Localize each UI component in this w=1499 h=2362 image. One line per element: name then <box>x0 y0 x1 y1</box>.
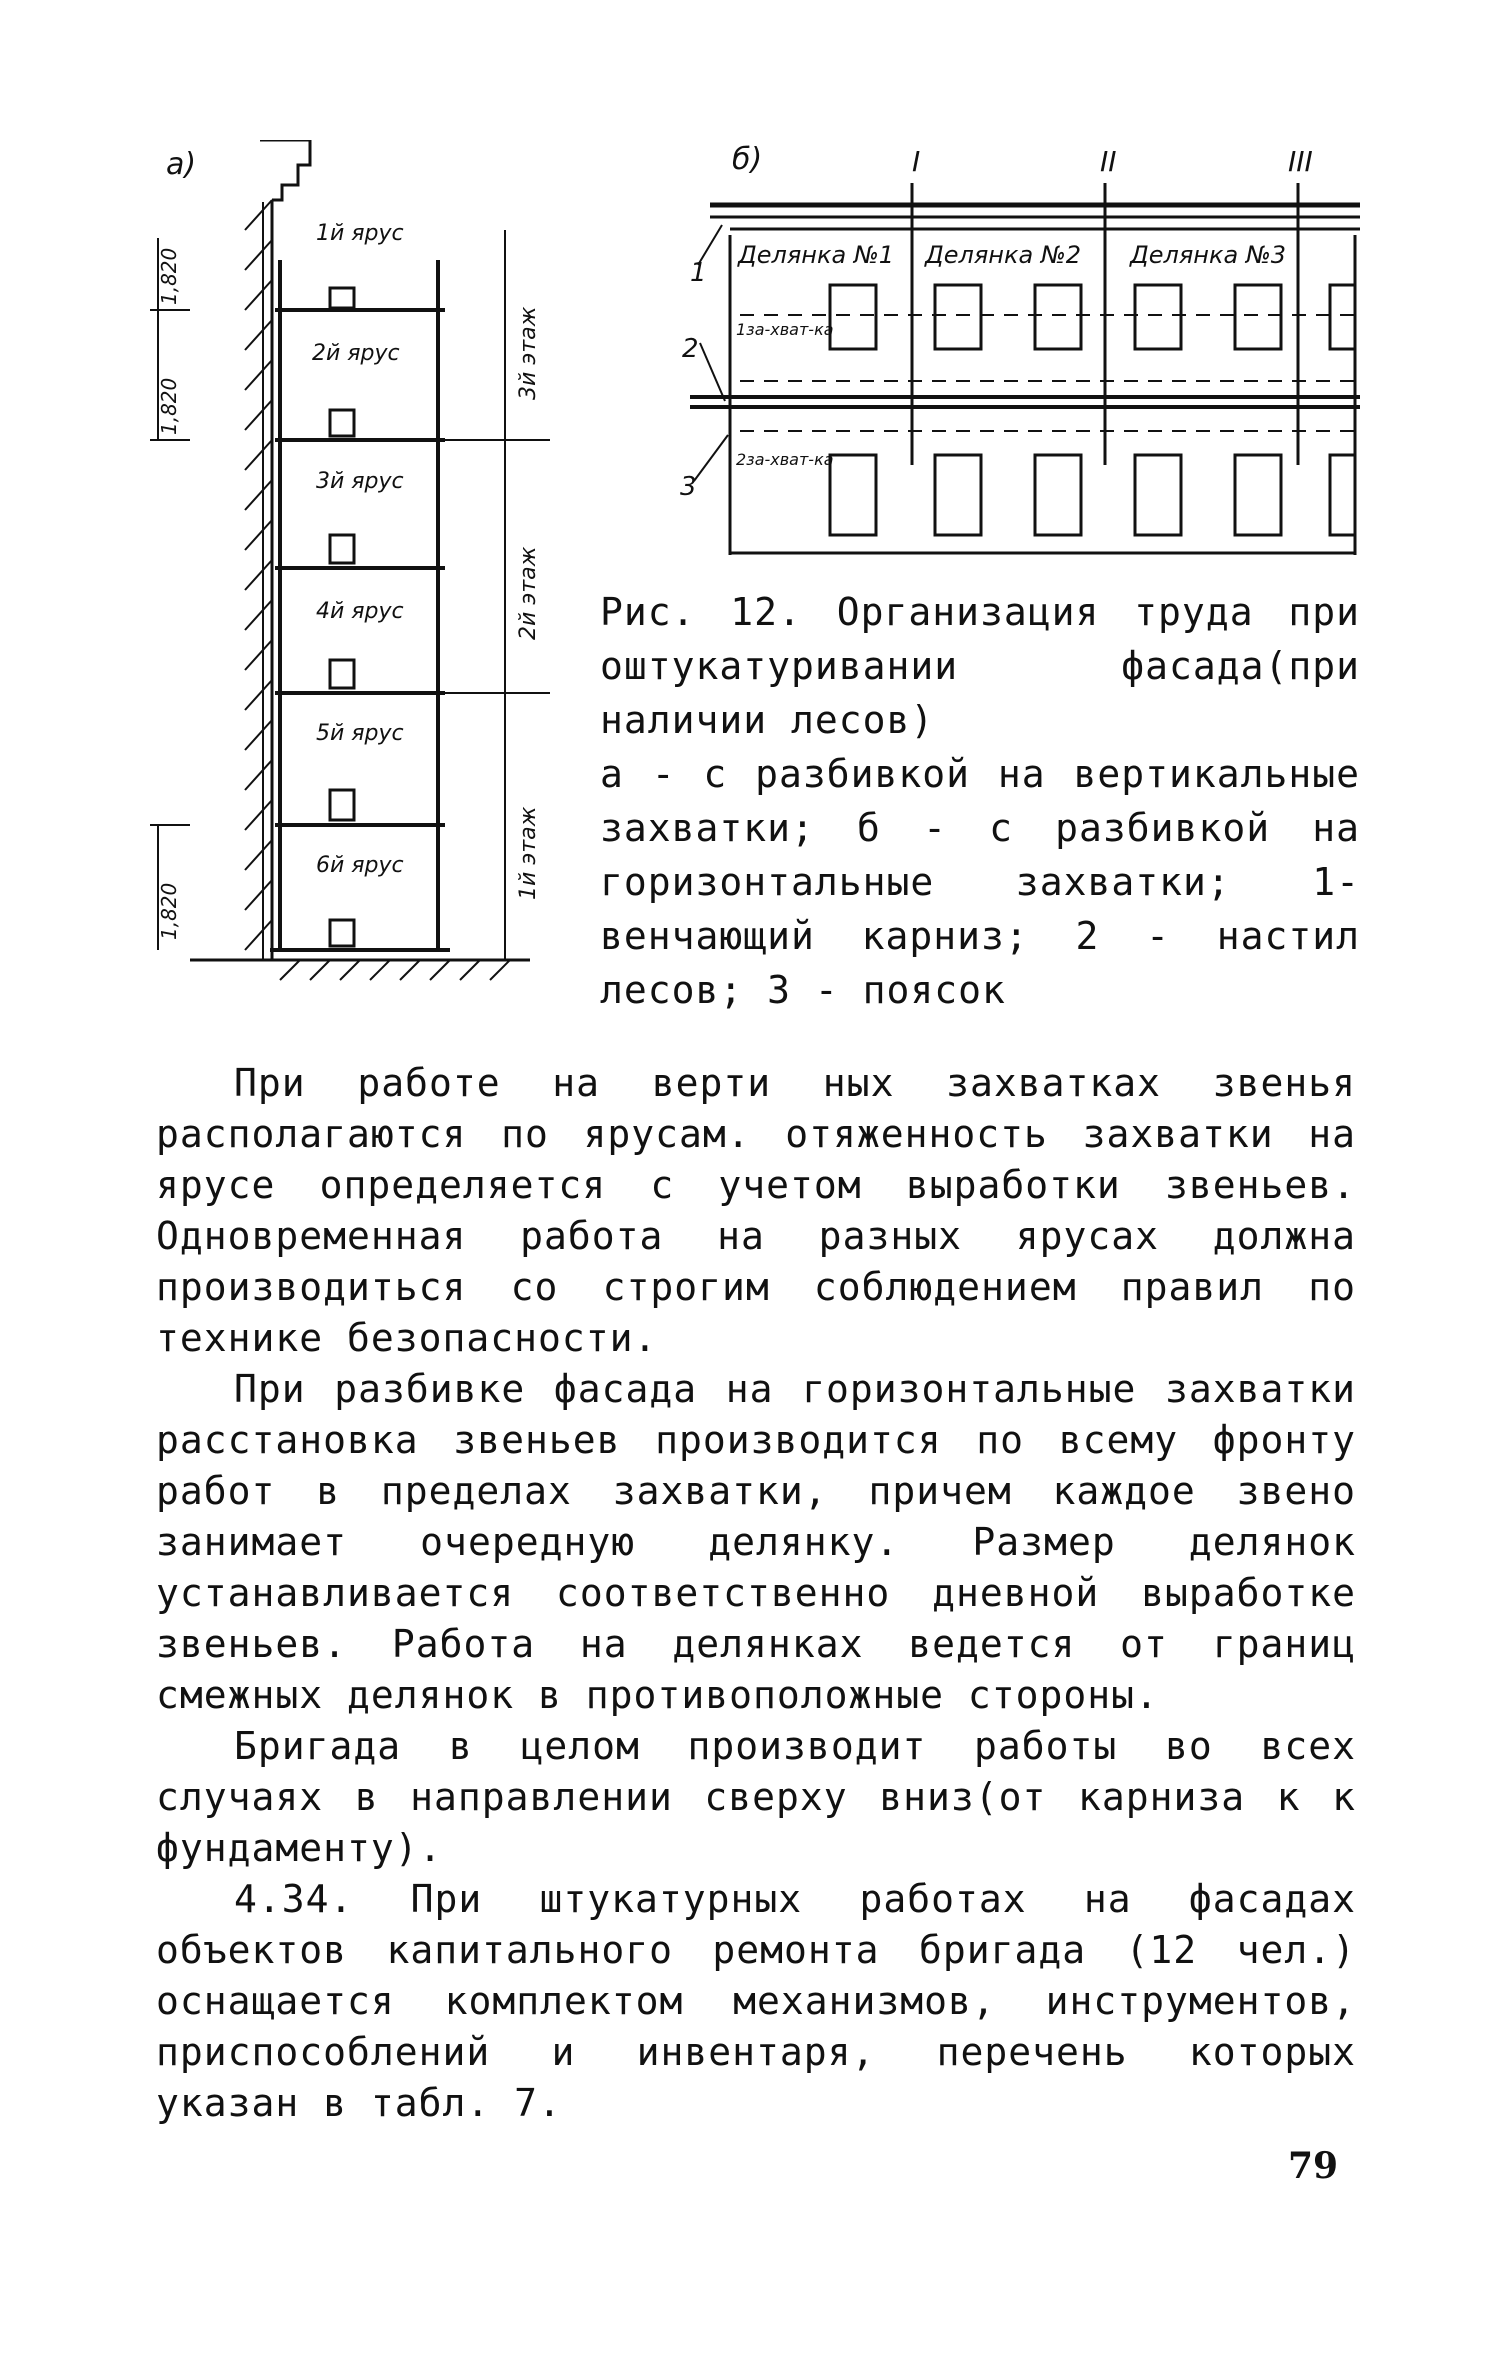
callout-2: 2 <box>682 334 699 364</box>
callout-3: 3 <box>680 472 697 502</box>
tier-label-3: 3й ярус <box>316 469 404 494</box>
tier-label-1: 1й ярус <box>316 221 404 246</box>
caption-title: Рис. 12. Организация труда при оштукатуривании фасада(при наличии лесов) <box>600 590 1360 742</box>
plot-label-1: Делянка №1 <box>738 241 895 269</box>
roman-label-1: I <box>912 145 921 178</box>
dimension-label-2: 1,820 <box>157 377 181 435</box>
tier-label-5: 5й ярус <box>316 721 404 746</box>
dimension-label-3: 1,820 <box>157 882 181 940</box>
paragraph-2: При разбивке фасада на горизонтальные захватки расстановка звеньев производится по всему фронту работ в пределах захватки, причем каждое звено занимает очередную делянку. Размер делянок устанавливается соответственно дневной выработке звеньев. Работа на делянках ведется от границ смежных делянок в противоположные стороны. <box>156 1367 1356 1717</box>
floor-label-2: 2й этаж <box>516 546 541 640</box>
tier-label-2: 2й ярус <box>312 341 400 366</box>
figure-b-facade-diagram <box>650 135 1370 565</box>
zone-label-2: 2за-хват-ка <box>736 450 834 469</box>
plot-label-2: Делянка №2 <box>925 241 1082 269</box>
figure-a-scaffold-diagram <box>150 140 570 990</box>
zone-label-1: 1за-хват-ка <box>736 320 834 339</box>
paragraph-4: 4.34. При штукатурных работах на фасадах объектов капитального ремонта бригада (12 чел.) оснащается комплектом механизмов, инструментов, приспособлений и инвентаря, перечень которых указан в табл. 7. <box>156 1877 1356 2125</box>
figure-caption <box>600 585 1360 1017</box>
paragraph-3: Бригада в целом производит работы во всех случаях в направлении сверху вниз(от карниза к к фундаменту). <box>156 1724 1356 1870</box>
roman-label-3: III <box>1288 145 1313 178</box>
tier-label-4: 4й ярус <box>316 599 404 624</box>
body-text <box>156 1058 1356 2129</box>
floor-label-1: 1й этаж <box>516 806 541 900</box>
wall-hatching <box>190 140 530 960</box>
figure-a-label: а) <box>166 147 197 182</box>
figure-b-label: б) <box>732 142 763 177</box>
tier-label-6: 6й ярус <box>316 853 404 878</box>
callout-1: 1 <box>690 258 707 288</box>
page-number: 79 <box>1288 2145 1339 2187</box>
facade-windows <box>830 285 1355 535</box>
roman-label-2: II <box>1100 145 1117 178</box>
dimension-label-1: 1,820 <box>157 247 181 305</box>
paragraph-1: При работе на верти ных захватках звенья располагаются по ярусам. отяженность захватки на ярусе определяется с учетом выработки звеньев. Одновременная работа на разных ярусах должна производиться со строгим соблюдением правил по технике безопасности. <box>156 1061 1356 1360</box>
floor-label-3: 3й этаж <box>516 306 541 400</box>
caption-legend: а - с разбивкой на вертикальные захватки; б - с разбивкой на горизонтальные захватки; 1- венчающий карниз; 2 - настил лесов; 3 - поясок <box>600 752 1360 1012</box>
plot-label-3: Делянка №3 <box>1130 241 1287 269</box>
